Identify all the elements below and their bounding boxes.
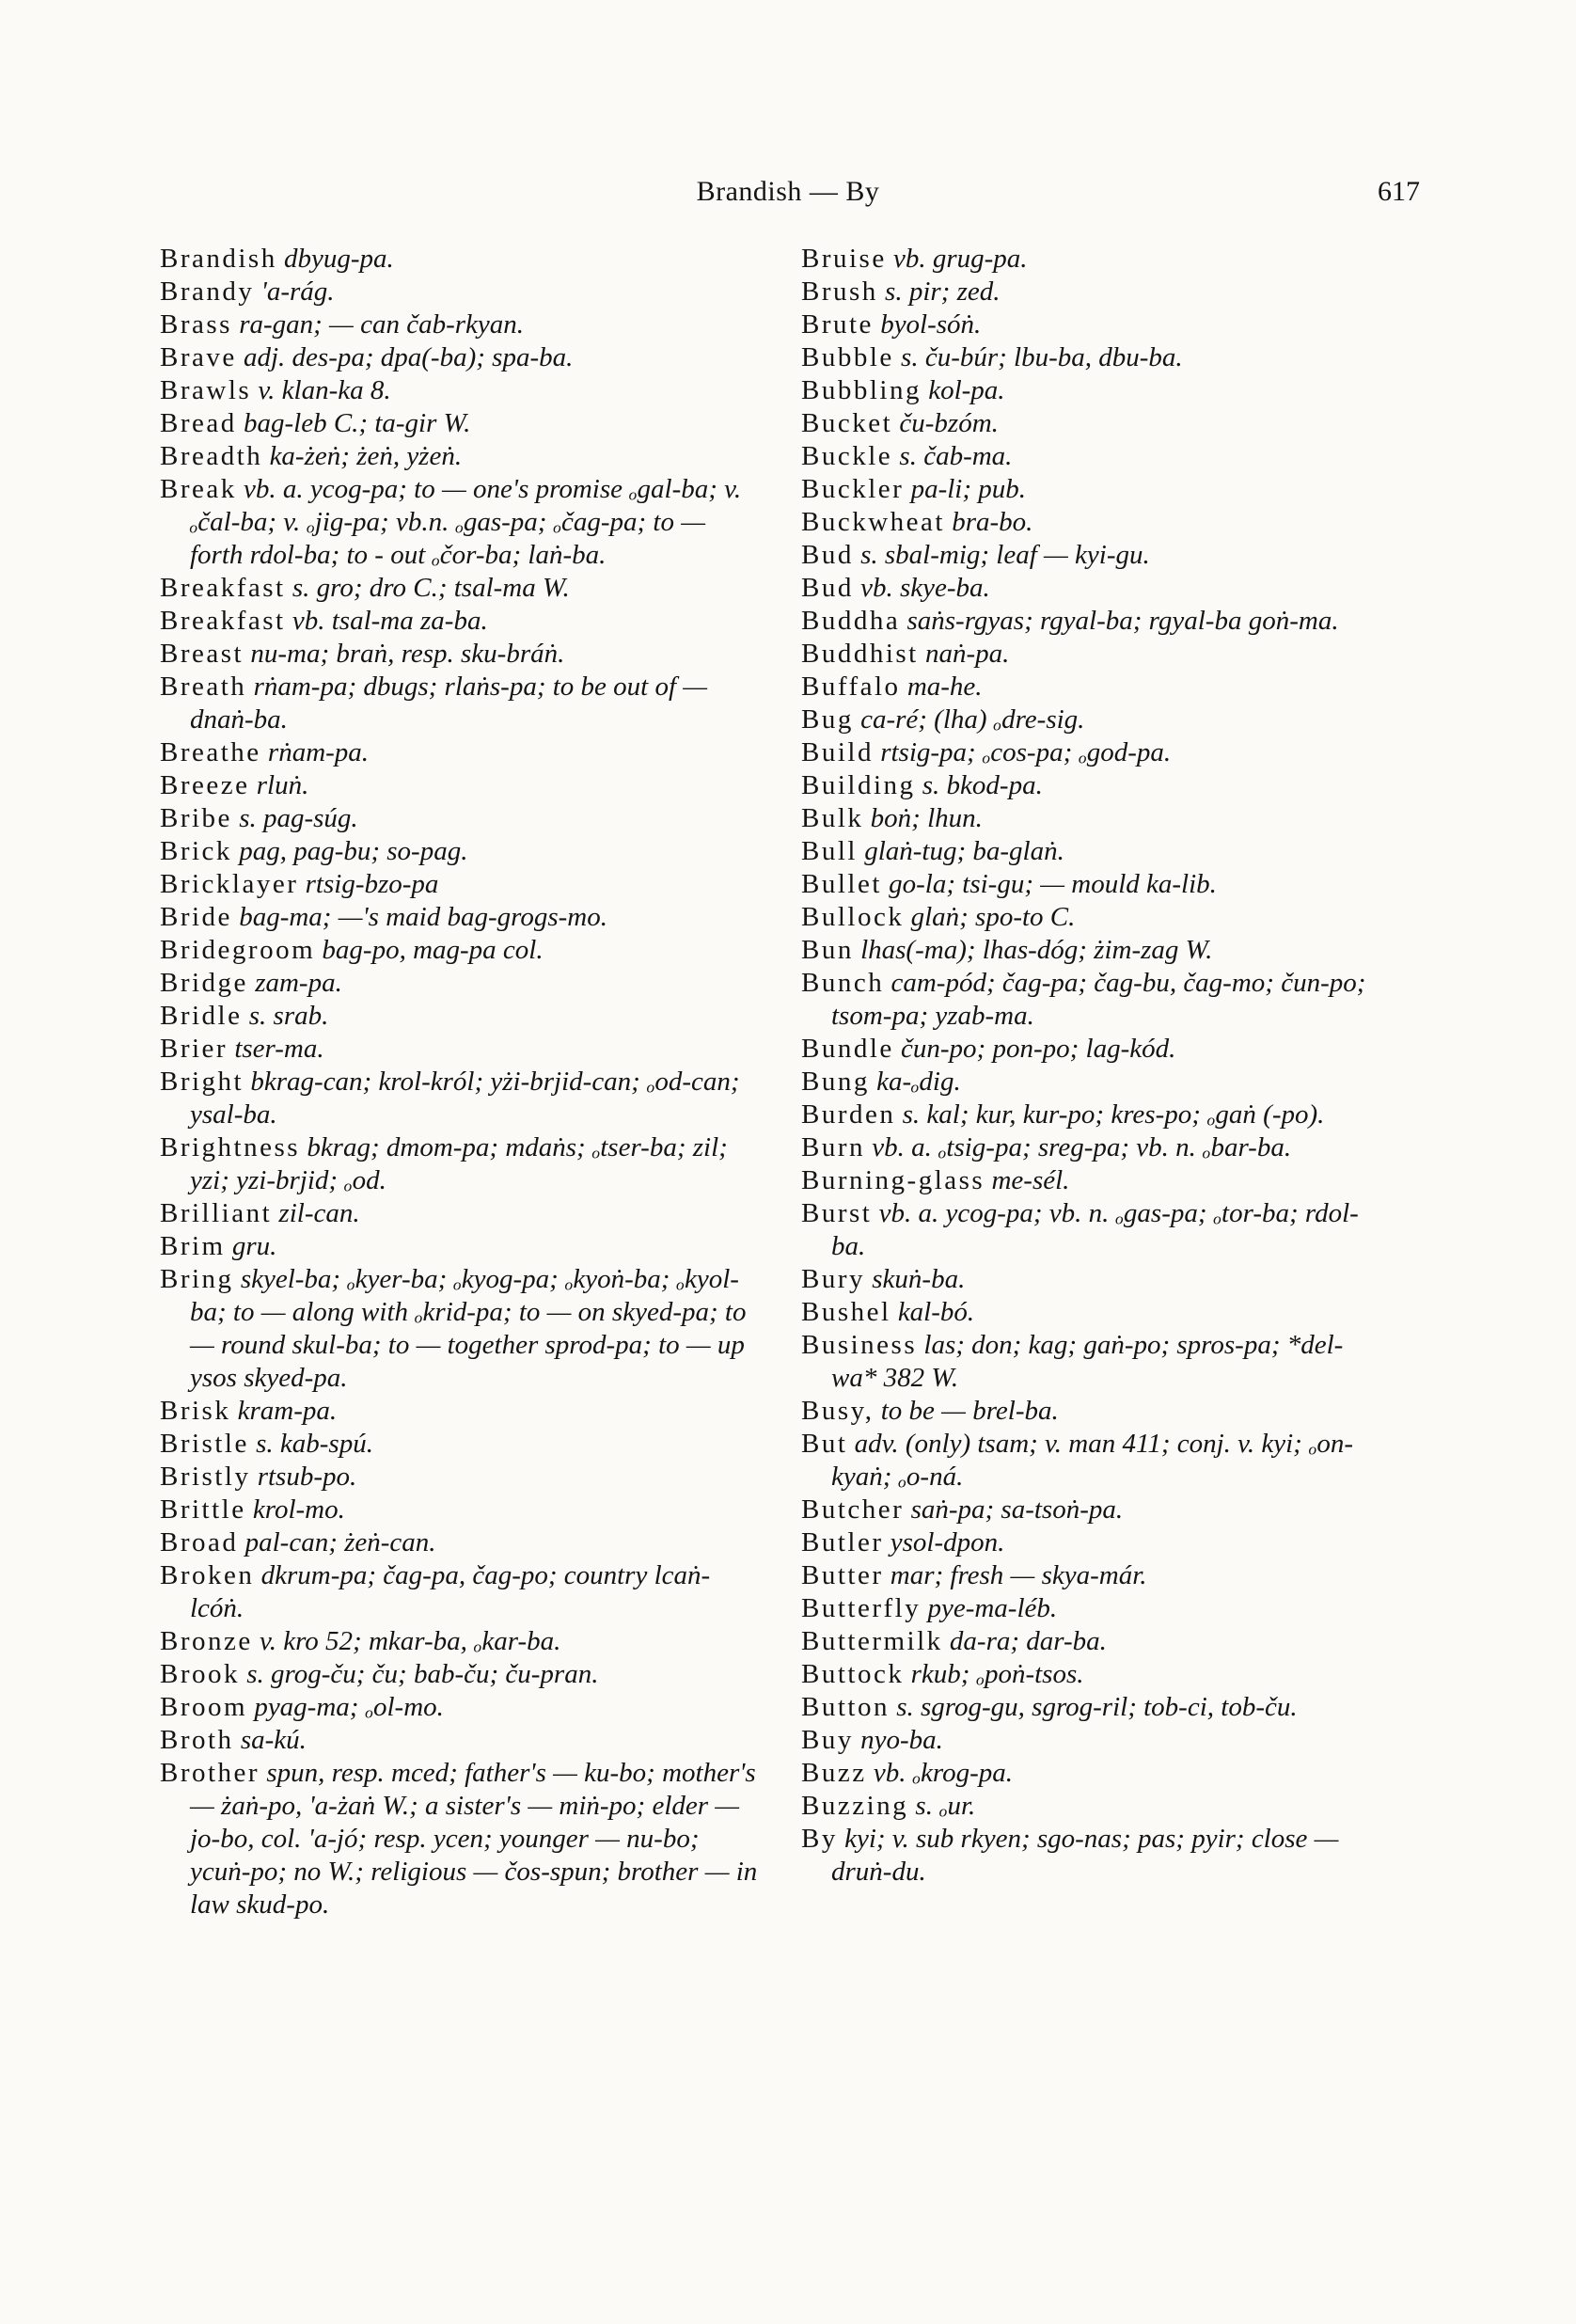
entry-headword: Buckwheat: [801, 507, 945, 537]
entry-definition: adj. des-pa; dpa(-ba); spa-ba.: [236, 342, 574, 372]
page-header: [0, 176, 1576, 213]
dictionary-entry: [160, 967, 762, 1000]
dictionary-entry: [160, 1197, 762, 1230]
entry-headword: Build: [801, 737, 874, 767]
entry-headword: Buttock: [801, 1659, 905, 1689]
dictionary-entry: [801, 802, 1384, 835]
entry-headword: Breadth: [160, 441, 263, 471]
dictionary-entry: [801, 1033, 1384, 1066]
dictionary-entry: [801, 967, 1384, 1033]
dictionary-entry: [801, 835, 1384, 868]
entry-headword: Bread: [160, 408, 237, 438]
entry-definition: kram-pa.: [230, 1396, 338, 1426]
dictionary-entry: [160, 374, 762, 407]
entry-definition: s. pag-súg.: [231, 803, 358, 833]
dictionary-entry: [160, 638, 762, 671]
dictionary-entry: [160, 308, 762, 341]
entry-definition: ču-bzóm.: [892, 408, 999, 438]
page-number: 617: [1378, 176, 1420, 207]
dictionary-entry: [801, 506, 1384, 539]
entry-definition: vb. tsal-ma za-ba.: [285, 606, 488, 636]
dictionary-entry: [160, 934, 762, 967]
entry-headword: Burning-glass: [801, 1165, 985, 1195]
dictionary-entry: [160, 1625, 762, 1658]
entry-headword: Bronze: [160, 1626, 253, 1656]
entry-headword: Butler: [801, 1527, 884, 1557]
entry-headword: By: [801, 1824, 838, 1854]
entry-definition: vb. a. ₒtsig-pa; sreg-pa; vb. n. ₒbar-ba.: [865, 1132, 1292, 1162]
entry-definition: lhas(-ma); lhas-dóg; żim-zag W.: [853, 935, 1213, 965]
dictionary-entry: [801, 1164, 1384, 1197]
entry-headword: Buzz: [801, 1758, 867, 1788]
dictionary-entry: [801, 374, 1384, 407]
entry-definition: s. pir; zed.: [877, 277, 1001, 307]
entry-definition: skuṅ-ba.: [865, 1264, 966, 1294]
entry-definition: rtsig-bzo-pa: [298, 869, 439, 899]
entry-headword: Buffalo: [801, 672, 901, 702]
entry-definition: bag-po, mag-pa col.: [315, 935, 544, 965]
entry-definition: byol-sóṅ.: [873, 309, 982, 340]
entry-headword: Buddhist: [801, 639, 919, 669]
entry-definition: me-sél.: [985, 1165, 1070, 1195]
entry-definition: cam-pód; čag-pa; čag-bu, čag-mo; čun-po; tsom-pa; yzab-ma.: [831, 968, 1366, 1031]
entry-headword: Bunch: [801, 968, 885, 998]
dictionary-entry: [160, 1494, 762, 1526]
dictionary-entry: [801, 1559, 1384, 1592]
entry-definition: pye-ma-léb.: [921, 1593, 1058, 1623]
entry-headword: Bubble: [801, 342, 894, 372]
dictionary-entry: [801, 1790, 1384, 1823]
dictionary-entry: [160, 572, 762, 605]
entry-headword: Business: [801, 1330, 918, 1360]
entry-headword: Bushel: [801, 1297, 891, 1327]
entry-headword: Brittle: [160, 1494, 246, 1525]
dictionary-entry: [801, 1691, 1384, 1724]
entry-definition: adv. (only) tsam; v. man 411; conj. v. kyi; ₒon-kyaṅ; ₒo-ná.: [831, 1429, 1354, 1492]
dictionary-entry: [801, 868, 1384, 901]
entry-headword: Bundle: [801, 1034, 894, 1064]
entry-definition: bag-leb C.; ta-gir W.: [236, 408, 471, 438]
entry-headword: Bridegroom: [160, 935, 316, 965]
entry-headword: Breast: [160, 639, 244, 669]
entry-definition: krol-mo.: [245, 1494, 345, 1525]
entry-headword: Burn: [801, 1132, 865, 1162]
entry-definition: bra-bo.: [944, 507, 1033, 537]
dictionary-entry: [801, 1592, 1384, 1625]
entry-headword: Burden: [801, 1099, 896, 1130]
dictionary-entry: [160, 901, 762, 934]
entry-headword: Breath: [160, 672, 247, 702]
dictionary-entry: [160, 473, 762, 572]
dictionary-entry: [801, 276, 1384, 308]
dictionary-entry: [801, 1724, 1384, 1757]
dictionary-entry: [801, 1757, 1384, 1790]
entry-headword: Bury: [801, 1264, 865, 1294]
entry-definition: boṅ; lhun.: [863, 803, 983, 833]
entry-definition: las; don; kag; gaṅ-po; spros-pa; *del-wa* 382 W.: [831, 1330, 1344, 1393]
entry-definition: v. klan-ka 8.: [251, 375, 391, 405]
entry-headword: Brute: [801, 309, 874, 340]
dictionary-entry: [160, 1559, 762, 1625]
dictionary-entry: [160, 671, 762, 736]
entry-definition: ysol-dpon.: [883, 1527, 1005, 1557]
dictionary-entry: [160, 1461, 762, 1494]
entry-definition: s. kal; kur, kur-po; kres-po; ₒgaṅ (-po).: [895, 1099, 1325, 1130]
entry-headword: Butter: [801, 1560, 884, 1590]
dictionary-entry: [801, 1395, 1384, 1428]
entry-definition: s. gro; dro C.; tsal-ma W.: [285, 573, 570, 603]
entry-definition: kyi; v. sub rkyen; sgo-nas; pas; pyir; close — druṅ-du.: [831, 1824, 1339, 1887]
dictionary-entry: [801, 407, 1384, 440]
entry-headword: Brandy: [160, 277, 255, 307]
entry-headword: Button: [801, 1692, 890, 1722]
entry-definition: nu-ma; braṅ, resp. sku-bráṅ.: [244, 639, 565, 669]
entry-headword: Brandish: [160, 244, 277, 274]
entry-definition: rṅam-pa.: [260, 737, 370, 767]
dictionary-entry: [801, 769, 1384, 802]
entry-headword: Bright: [160, 1067, 244, 1097]
dictionary-entry: [160, 440, 762, 473]
entry-definition: kal-bó.: [890, 1297, 975, 1327]
entry-definition: bkrag-can; krol-król; yżi-brjid-can; ₒod-can; ysal-ba.: [190, 1067, 740, 1130]
entry-definition: da-ra; dar-ba.: [942, 1626, 1107, 1656]
entry-headword: Brim: [160, 1231, 226, 1261]
entry-headword: Butterfly: [801, 1593, 922, 1623]
entry-definition: s. čab-ma.: [892, 441, 1013, 471]
entry-headword: Bug: [801, 704, 854, 735]
entry-definition: s. grog-ču; ču; bab-ču; ču-pran.: [240, 1659, 599, 1689]
entry-headword: Breakfast: [160, 573, 286, 603]
entry-headword: Bun: [801, 935, 854, 965]
entry-definition: sa-kú.: [233, 1725, 307, 1755]
entry-definition: čun-po; pon-po; lag-kód.: [893, 1034, 1176, 1064]
entry-definition: gru.: [225, 1231, 277, 1261]
dictionary-entry: [801, 605, 1384, 638]
entry-definition: saṅ-pa; sa-tsoṅ-pa.: [904, 1494, 1124, 1525]
entry-headword: Bruise: [801, 244, 887, 274]
entry-headword: Brook: [160, 1659, 240, 1689]
entry-definition: vb. skye-ba.: [853, 573, 990, 603]
dictionary-entry: [160, 1691, 762, 1724]
entry-definition: zam-pa.: [247, 968, 342, 998]
dictionary-entry: [801, 1526, 1384, 1559]
entry-headword: Bucket: [801, 408, 893, 438]
entry-headword: Bubbling: [801, 375, 922, 405]
dictionary-entry: [801, 572, 1384, 605]
entry-headword: Bullet: [801, 869, 882, 899]
entry-definition: bag-ma; —'s maid bag-grogs-mo.: [231, 902, 607, 932]
entry-definition: s. sgrog-gu, sgrog-ril; tob-ci, tob-ču.: [889, 1692, 1298, 1722]
entry-definition: s. sbal-mig; leaf — kyi-gu.: [853, 540, 1150, 570]
entry-headword: Burst: [801, 1198, 873, 1228]
dictionary-entry: [160, 276, 762, 308]
entry-headword: Broad: [160, 1527, 239, 1557]
entry-definition: s. bkod-pa.: [915, 770, 1043, 800]
entry-headword: Broom: [160, 1692, 248, 1722]
entry-headword: Bribe: [160, 803, 232, 833]
entry-headword: Bristly: [160, 1462, 251, 1492]
entry-definition: go-la; tsi-gu; — mould ka-lib.: [881, 869, 1217, 899]
entry-headword: Brass: [160, 309, 232, 340]
entry-headword: Broken: [160, 1560, 255, 1590]
entry-headword: Buttermilk: [801, 1626, 943, 1656]
entry-definition: pyag-ma; ₒol-mo.: [247, 1692, 444, 1722]
entry-headword: Brisk: [160, 1396, 231, 1426]
entry-headword: Busy,: [801, 1396, 875, 1426]
entry-headword: Butcher: [801, 1494, 905, 1525]
dictionary-entry: [160, 407, 762, 440]
entry-definition: vb. ₒkrog-pa.: [866, 1758, 1013, 1788]
entry-headword: Brave: [160, 342, 237, 372]
dictionary-entry: [801, 1823, 1384, 1889]
entry-definition: vb. a. ycog-pa; to — one's promise ₒgal-ba; v. ₒčal-ba; v. ₒjig-pa; vb.n. ₒgas-pa; ₒčag-pa; to — forth rdol-ba; to - out ₒčor-ba; laṅ-ba.: [190, 474, 742, 570]
entry-definition: glaṅ-tug; ba-glaṅ.: [857, 836, 1064, 866]
entry-definition: pa-li; pub.: [904, 474, 1026, 504]
entry-definition: ca-ré; (lha) ₒdre-sig.: [853, 704, 1085, 735]
entry-definition: rluṅ.: [249, 770, 309, 800]
entry-definition: pag, pag-bu; so-pag.: [231, 836, 468, 866]
entry-definition: saṅs-rgyas; rgyal-ba; rgyal-ba goṅ-ma.: [900, 606, 1339, 636]
entry-definition: v. kro 52; mkar-ba, ₒkar-ba.: [252, 1626, 561, 1656]
entry-headword: Breathe: [160, 737, 261, 767]
entry-definition: ra-gan; — can čab-rkyan.: [231, 309, 525, 340]
entry-definition: ka-ₒdig.: [869, 1067, 961, 1097]
entry-definition: rṅam-pa; dbugs; rlaṅs-pa; to be out of — dnaṅ-ba.: [190, 672, 708, 735]
entry-headword: Brush: [801, 277, 878, 307]
entry-headword: Breeze: [160, 770, 250, 800]
entry-headword: Brilliant: [160, 1198, 273, 1228]
dictionary-entry: [160, 736, 762, 769]
dictionary-entry: [801, 1658, 1384, 1691]
entry-headword: Bristle: [160, 1429, 249, 1459]
dictionary-entry: [160, 769, 762, 802]
entry-headword: Bud: [801, 540, 854, 570]
entry-definition: tser-ma.: [228, 1034, 324, 1064]
dictionary-entry: [160, 1131, 762, 1197]
dictionary-entry: [801, 1625, 1384, 1658]
dictionary-entry: [160, 1757, 762, 1921]
dictionary-entry: [801, 1263, 1384, 1296]
dictionary-entry: [160, 1230, 762, 1263]
entry-definition: ma-he.: [900, 672, 983, 702]
entry-definition: s. srab.: [242, 1001, 329, 1031]
dictionary-entry: [801, 243, 1384, 276]
dictionary-entry: [160, 1724, 762, 1757]
dictionary-entry: [160, 1066, 762, 1131]
entry-headword: Broth: [160, 1725, 234, 1755]
entry-headword: Buddha: [801, 606, 901, 636]
dictionary-entry: [801, 1296, 1384, 1329]
dictionary-entry: [160, 1428, 762, 1461]
dictionary-entry: [801, 440, 1384, 473]
dictionary-entry: [801, 671, 1384, 704]
dictionary-entry: [801, 901, 1384, 934]
entry-headword: Brier: [160, 1034, 229, 1064]
dictionary-entry: [801, 934, 1384, 967]
dictionary-entry: [801, 473, 1384, 506]
entry-definition: pal-can; żeṅ-can.: [238, 1527, 436, 1557]
dictionary-entry: [160, 1395, 762, 1428]
dictionary-entry: [160, 802, 762, 835]
entry-headword: Building: [801, 770, 916, 800]
entry-headword: Bridle: [160, 1001, 243, 1031]
entry-headword: Buy: [801, 1725, 854, 1755]
entry-definition: mar; fresh — skya-már.: [883, 1560, 1147, 1590]
dictionary-entry: [801, 736, 1384, 769]
entry-headword: Bullock: [801, 902, 905, 932]
dictionary-entry: [801, 308, 1384, 341]
dictionary-entry: [160, 835, 762, 868]
entry-definition: nyo-ba.: [853, 1725, 943, 1755]
entry-definition: rkub; ₒpoṅ-tsos.: [904, 1659, 1084, 1689]
entry-headword: Buckler: [801, 474, 905, 504]
entry-definition: spun, resp. mced; father's — ku-bo; mother's — żaṅ-po, 'a-żaṅ W.; a sister's — miṅ-po; elder — jo-bo, col. 'a-jó; resp. ycen; younger — nu-bo; ycuṅ-po; no W.; religious — čos-spun; brother — in law skud-po.: [190, 1758, 758, 1920]
dictionary-entry: [160, 605, 762, 638]
entry-definition: glaṅ; spo-to C.: [904, 902, 1076, 932]
entry-headword: Brawls: [160, 375, 252, 405]
entry-definition: vb. a. ycog-pa; vb. n. ₒgas-pa; ₒtor-ba; rdol-ba.: [831, 1198, 1359, 1261]
entry-definition: rtsig-pa; ₒcos-pa; ₒgod-pa.: [873, 737, 1172, 767]
entry-headword: Bride: [160, 902, 232, 932]
left-column: [160, 243, 762, 1921]
entry-headword: Break: [160, 474, 237, 504]
entry-headword: Bricklayer: [160, 869, 299, 899]
dictionary-entry: [801, 341, 1384, 374]
entry-headword: Breakfast: [160, 606, 286, 636]
entry-definition: 'a-rág.: [254, 277, 335, 307]
entry-definition: dkrum-pa; čag-pa, čag-po; country lcaṅ-lcóṅ.: [190, 1560, 711, 1623]
entry-headword: Bung: [801, 1067, 870, 1097]
entry-headword: Brightness: [160, 1132, 301, 1162]
dictionary-entry: [160, 1658, 762, 1691]
entry-definition: vb. grug-pa.: [886, 244, 1028, 274]
entry-headword: Buzzing: [801, 1791, 909, 1821]
entry-definition: bkrag; dmom-pa; mdaṅs; ₒtser-ba; zil; yzi; yzi-brjid; ₒod.: [190, 1132, 728, 1195]
entry-definition: zil-can.: [272, 1198, 360, 1228]
dictionary-entry: [160, 1526, 762, 1559]
entry-definition: s. ču-búr; lbu-ba, dbu-ba.: [893, 342, 1183, 372]
entry-headword: Bulk: [801, 803, 864, 833]
dictionary-entry: [160, 341, 762, 374]
dictionary-entry: [801, 704, 1384, 736]
entry-definition: skyel-ba; ₒkyer-ba; ₒkyog-pa; ₒkyoṅ-ba; ₒkyol-ba; to — along with ₒkrid-pa; to — on skyed-pa; to — round skul-ba; to — together sprod-pa; to — up ysos skyed-pa.: [190, 1264, 747, 1393]
entry-definition: dbyug-pa.: [276, 244, 394, 274]
dictionary-entry: [160, 868, 762, 901]
entry-headword: But: [801, 1429, 848, 1459]
dictionary-entry: [801, 1494, 1384, 1526]
dictionary-entry: [801, 1197, 1384, 1263]
dictionary-entry: [801, 1329, 1384, 1395]
entry-headword: Bull: [801, 836, 858, 866]
entry-headword: Bring: [160, 1264, 234, 1294]
dictionary-entry: [801, 1428, 1384, 1494]
entry-headword: Buckle: [801, 441, 893, 471]
entry-definition: naṅ-pa.: [918, 639, 1010, 669]
entry-headword: Brother: [160, 1758, 260, 1788]
entry-headword: Bridge: [160, 968, 248, 998]
dictionary-entry: [160, 1263, 762, 1395]
dictionary-entry: [801, 1131, 1384, 1164]
entry-headword: Bud: [801, 573, 854, 603]
entry-definition: to be — brel-ba.: [874, 1396, 1059, 1426]
entry-definition: rtsub-po.: [250, 1462, 357, 1492]
dictionary-entry: [801, 638, 1384, 671]
entry-definition: s. kab-spú.: [248, 1429, 373, 1459]
entry-definition: s. ₒur.: [908, 1791, 976, 1821]
dictionary-entry: [801, 1066, 1384, 1099]
dictionary-entry: [160, 243, 762, 276]
dictionary-entry: [160, 1000, 762, 1033]
dictionary-entry: [801, 539, 1384, 572]
dictionary-entry: [160, 1033, 762, 1066]
right-column: [801, 243, 1384, 1889]
running-title: Brandish — By: [696, 176, 880, 207]
entry-definition: ka-żeṅ; żeṅ, yżeṅ.: [262, 441, 463, 471]
dictionary-entry: [801, 1099, 1384, 1131]
entry-definition: kol-pa.: [921, 375, 1005, 405]
entry-headword: Brick: [160, 836, 232, 866]
